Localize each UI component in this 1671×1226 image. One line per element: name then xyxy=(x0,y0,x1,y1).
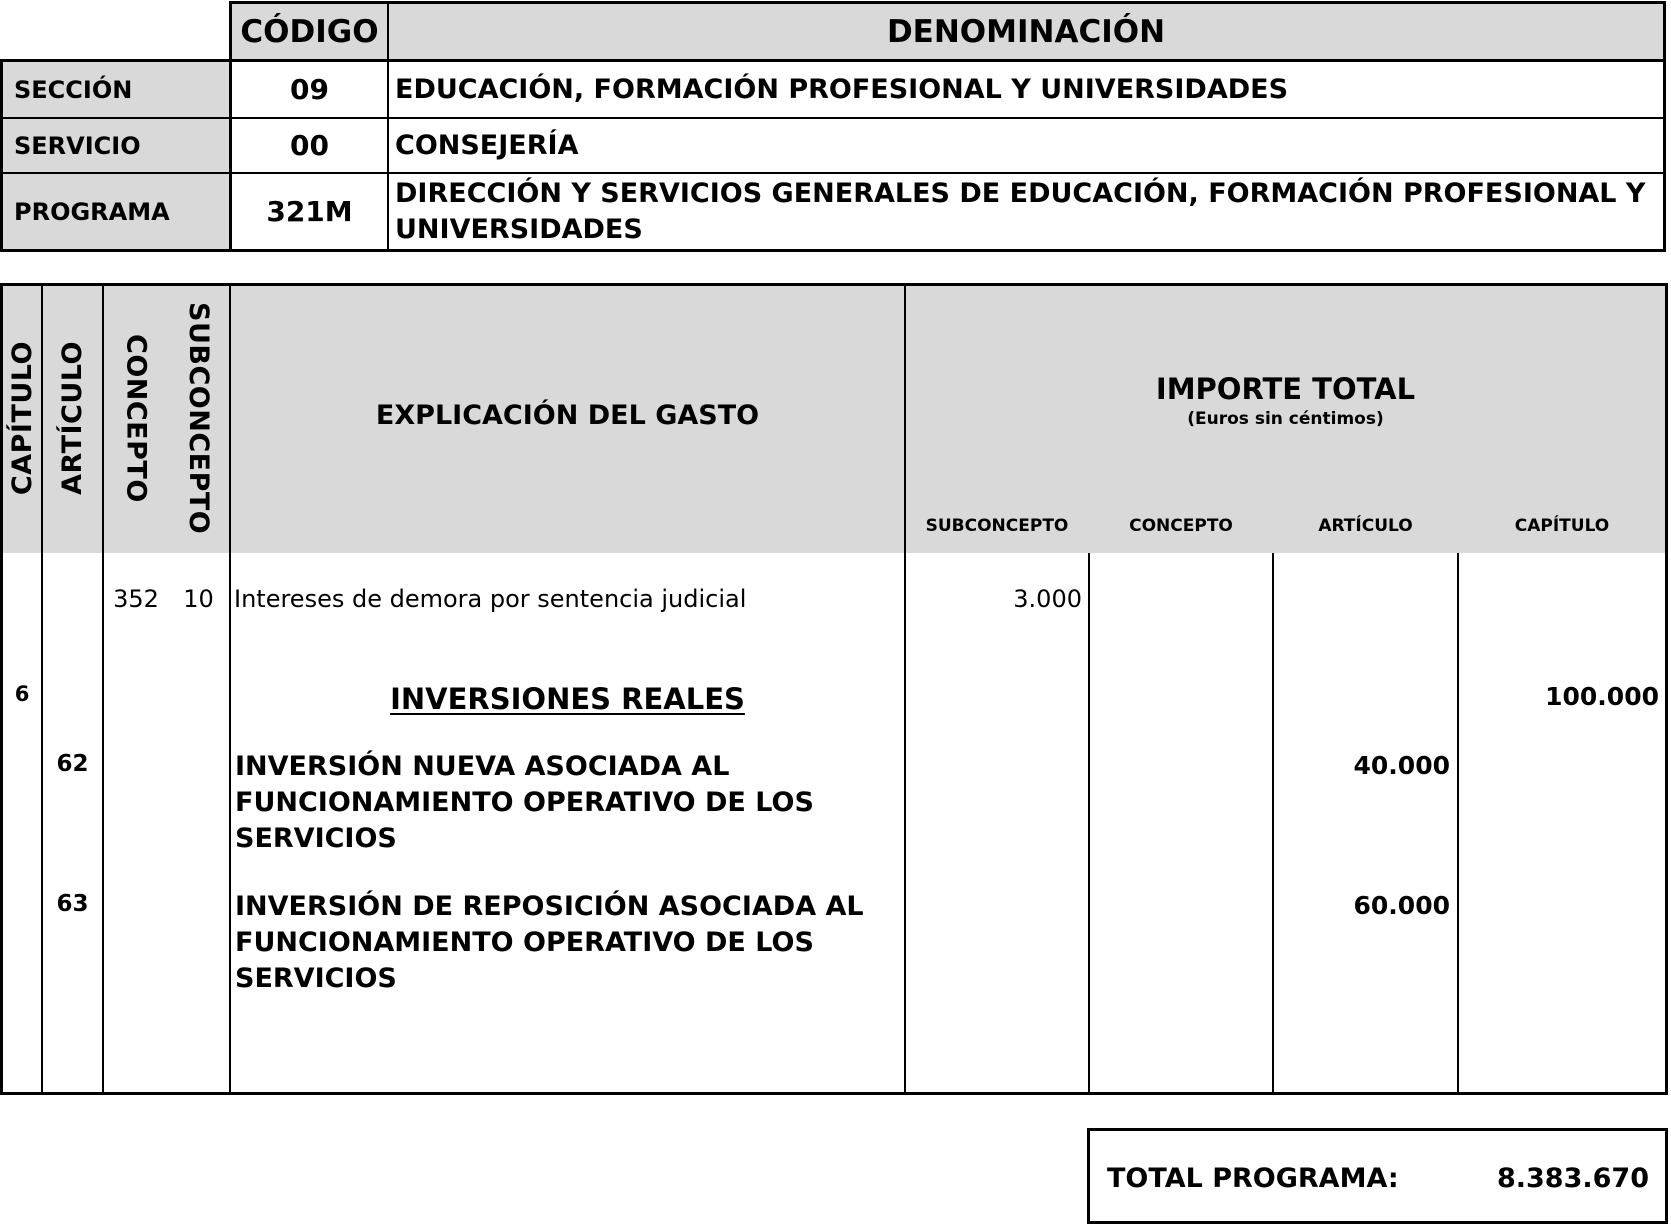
subconcepto-column-header: SUBCONCEPTO xyxy=(183,301,214,535)
programa-name-line2: UNIVERSIDADES xyxy=(395,214,643,245)
row1-concepto: 352 xyxy=(113,585,159,613)
row4-description xyxy=(235,889,864,997)
row1-description: Intereses de demora por sentencia judicial xyxy=(234,585,747,613)
codigo-header: CÓDIGO xyxy=(240,14,379,50)
row3-line2: FUNCIONAMIENTO OPERATIVO DE LOS xyxy=(235,787,814,818)
importe-unit-note: (Euros sin céntimos) xyxy=(1187,409,1384,429)
denominacion-header: DENOMINACIÓN xyxy=(886,14,1166,50)
row2-amount-capitulo: 100.000 xyxy=(1545,682,1659,711)
row4-line3: SERVICIOS xyxy=(235,963,397,994)
servicio-label: SERVICIO xyxy=(14,131,141,160)
sub-header-subconcepto: SUBCONCEPTO xyxy=(925,516,1069,536)
articulo-column-header: ARTÍCULO xyxy=(57,341,88,495)
seccion-name: EDUCACIÓN, FORMACIÓN PROFESIONAL Y UNIVERSIDADES xyxy=(395,73,1289,105)
seccion-label: SECCIÓN xyxy=(14,75,133,104)
row3-line3: SERVICIOS xyxy=(235,823,397,854)
row4-amount-articulo: 60.000 xyxy=(1353,891,1450,920)
seccion-code: 09 xyxy=(290,73,329,106)
servicio-code: 00 xyxy=(290,129,329,162)
capitulo-column-header: CAPÍTULO xyxy=(6,340,38,496)
programa-label: PROGRAMA xyxy=(14,197,170,226)
servicio-name: CONSEJERÍA xyxy=(395,129,579,161)
row3-articulo: 62 xyxy=(56,751,89,777)
sub-header-concepto: CONCEPTO xyxy=(1129,516,1233,536)
importe-total-header: IMPORTE TOTAL xyxy=(1155,372,1416,406)
row4-line1: INVERSIÓN DE REPOSICIÓN ASOCIADA AL xyxy=(235,891,864,922)
concepto-column-header: CONCEPTO xyxy=(120,333,152,503)
row3-line1: INVERSIÓN NUEVA ASOCIADA AL xyxy=(235,751,730,782)
row4-line2: FUNCIONAMIENTO OPERATIVO DE LOS xyxy=(235,927,814,958)
programa-name-line1: DIRECCIÓN Y SERVICIOS GENERALES DE EDUCACIÓN, FORMACIÓN PROFESIONAL Y xyxy=(395,178,1646,209)
total-programa-value: 8.383.670 xyxy=(1496,1163,1649,1194)
total-programa-label: TOTAL PROGRAMA: xyxy=(1107,1163,1399,1194)
row2-capitulo: 6 xyxy=(14,682,30,706)
row3-description xyxy=(235,749,814,857)
total-programa-box xyxy=(1087,1128,1668,1224)
row1-amount-subconcepto: 3.000 xyxy=(1013,585,1082,613)
row3-amount-articulo: 40.000 xyxy=(1353,751,1450,780)
programa-code: 321M xyxy=(266,195,353,228)
sub-header-articulo: ARTÍCULO xyxy=(1318,516,1413,536)
row1-subconcepto: 10 xyxy=(183,585,214,613)
explicacion-header: EXPLICACIÓN DEL GASTO xyxy=(375,400,760,431)
sub-header-capitulo: CAPÍTULO xyxy=(1514,516,1610,536)
row4-articulo: 63 xyxy=(56,891,89,917)
row2-description: INVERSIONES REALES xyxy=(390,682,745,716)
programa-name xyxy=(395,176,1645,248)
